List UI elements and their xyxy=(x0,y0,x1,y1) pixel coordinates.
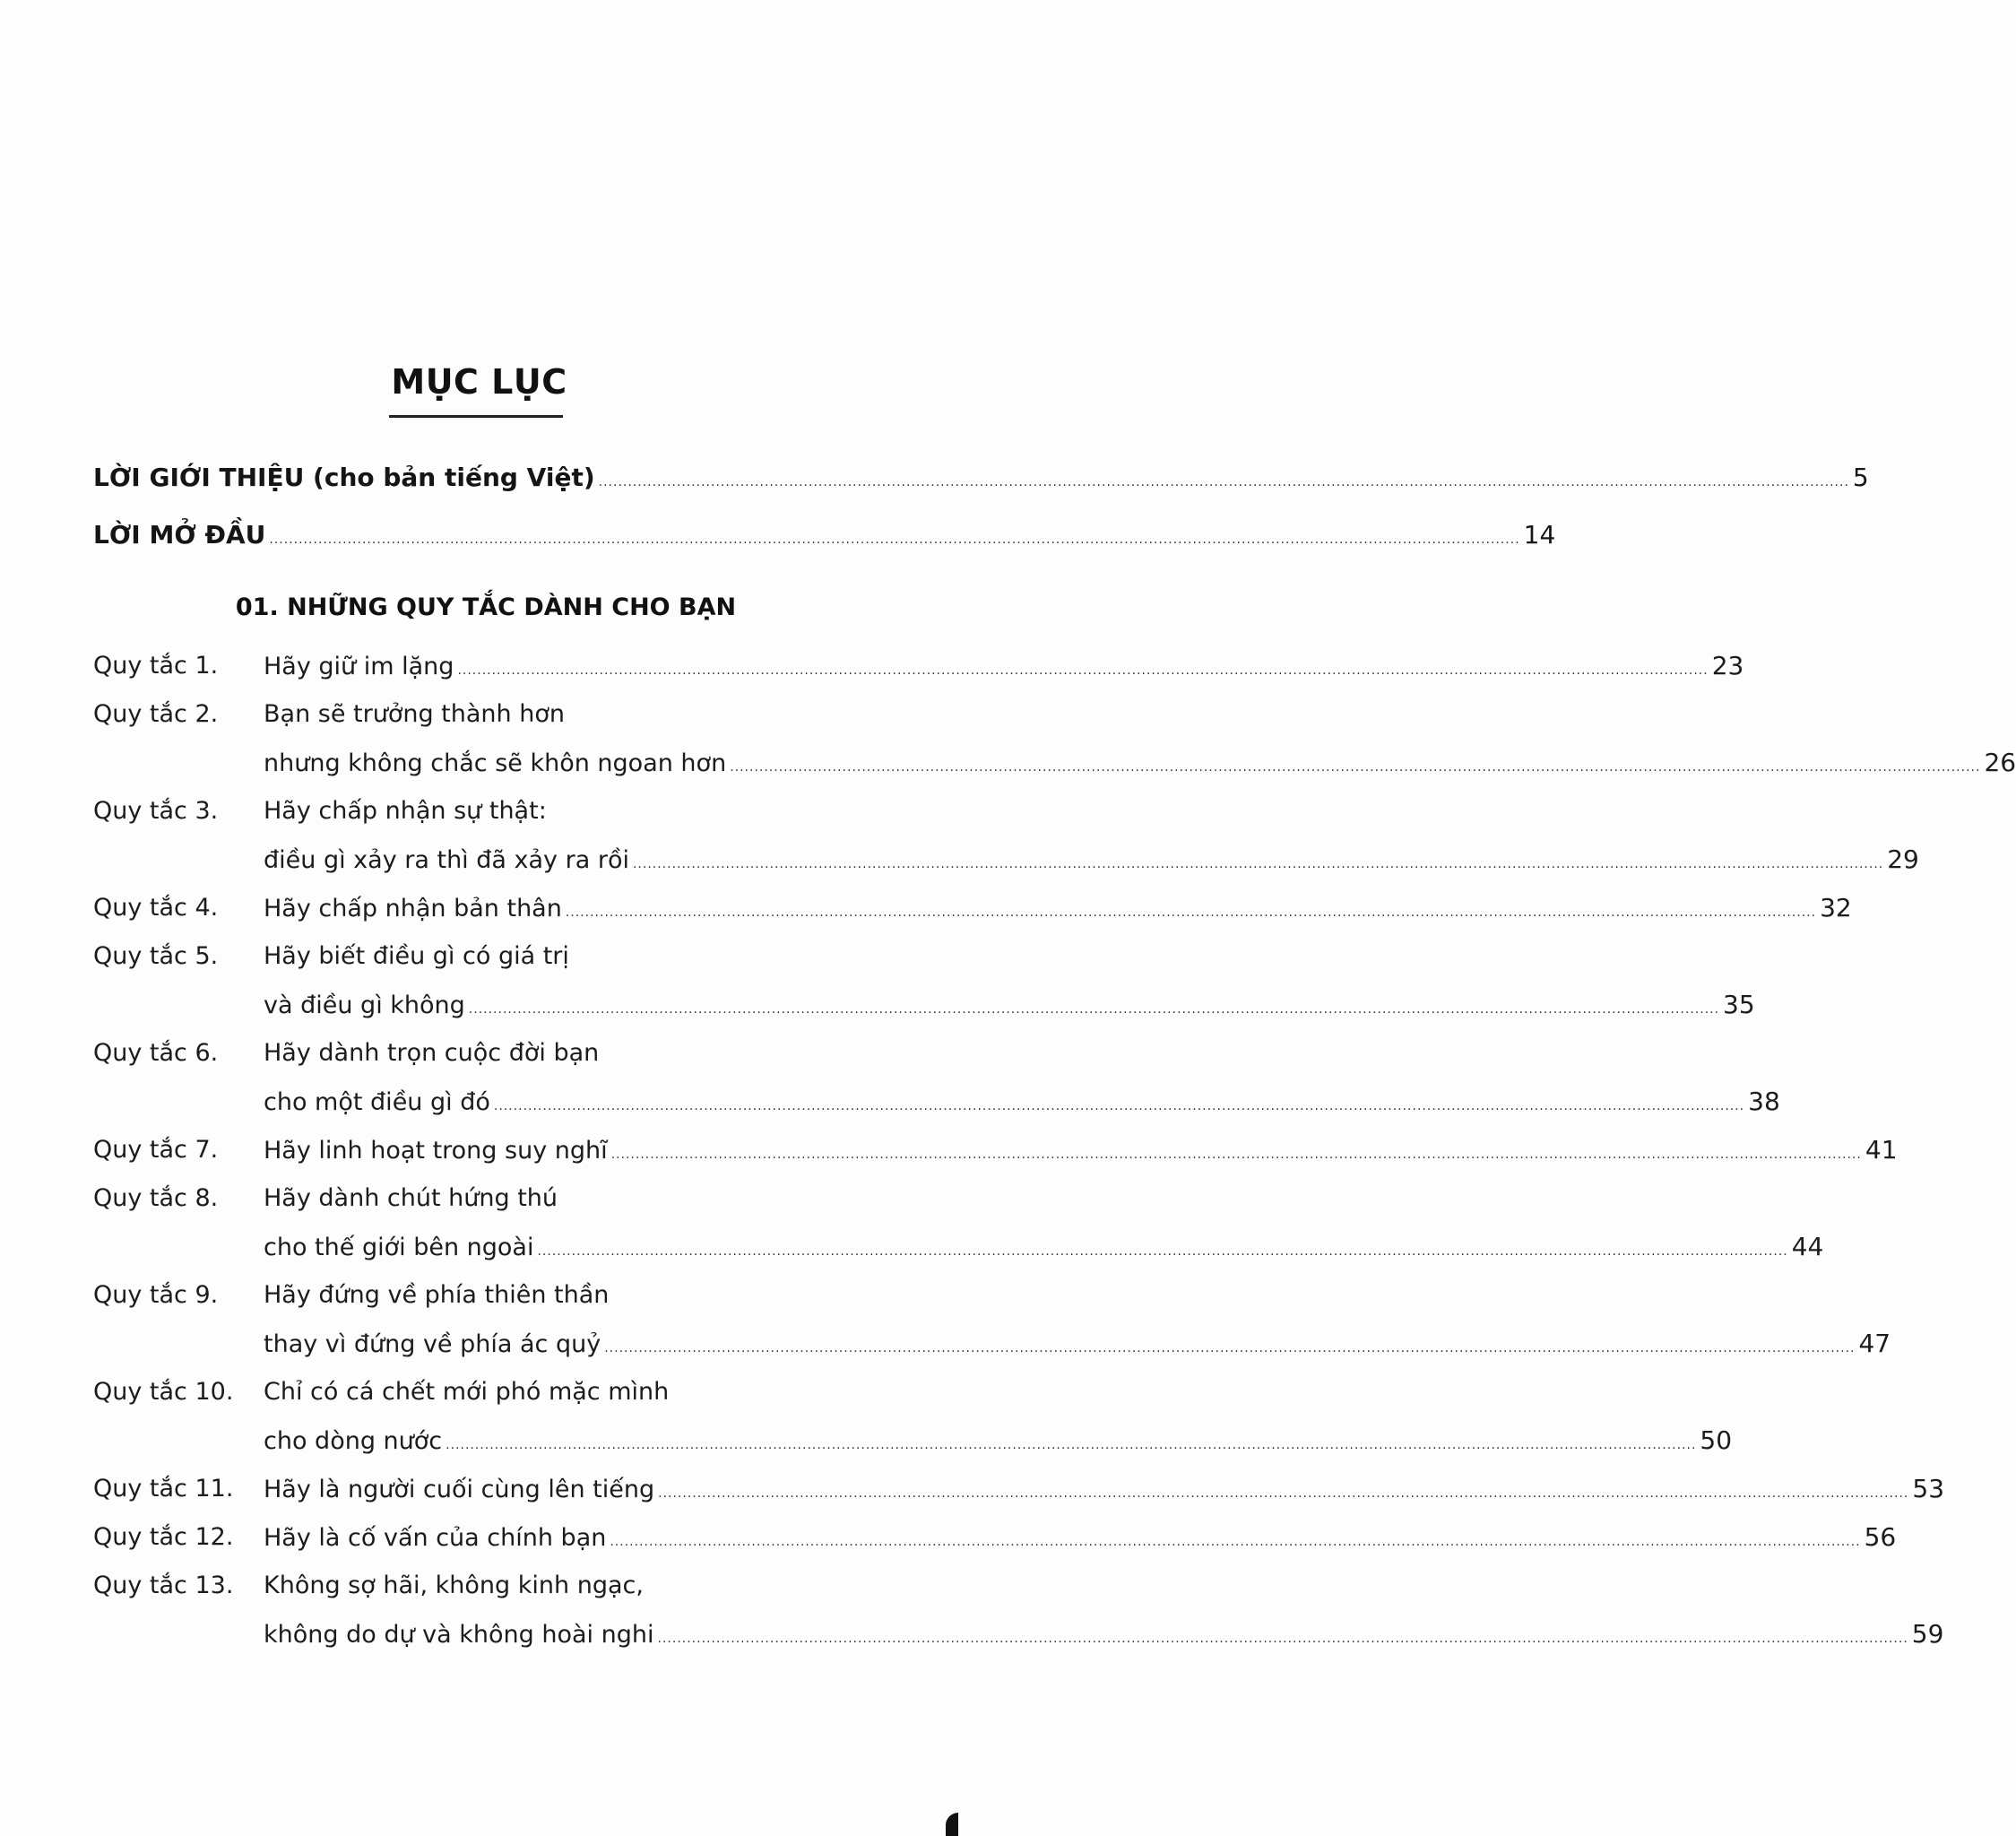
rule-number: Quy tắc 10. xyxy=(93,1378,234,1406)
page-title: MỤC LỤC xyxy=(391,362,567,402)
rule-title-line xyxy=(264,1029,1780,1078)
rule-page-number: 44 xyxy=(1791,1232,1824,1261)
rule-number: Quy tắc 12. xyxy=(93,1523,234,1551)
rule-title-text: Hãy dành trọn cuộc đời bạn xyxy=(264,1039,600,1067)
rule-title-line xyxy=(264,690,2016,739)
rule-title-block xyxy=(264,787,1919,884)
dot-leader xyxy=(457,646,1708,695)
rule-title-text: Hãy là cố vấn của chính bạn xyxy=(264,1524,607,1552)
toc-rule-entry[interactable] xyxy=(93,1562,1944,1658)
rule-number: Quy tắc 7. xyxy=(93,1136,219,1164)
front-matter-list xyxy=(93,463,1869,577)
rules-list xyxy=(93,642,2016,1658)
rule-title-line xyxy=(264,1174,1823,1223)
rule-title-block xyxy=(264,884,1852,932)
toc-rule-entry[interactable] xyxy=(93,642,1744,690)
rule-title-text: không do dự và không hoài nghi xyxy=(264,1621,654,1649)
rule-title-text: cho thế giới bên ngoài xyxy=(264,1234,534,1261)
rule-title-line xyxy=(264,981,1755,1029)
rule-page-number: 38 xyxy=(1748,1087,1780,1116)
rule-title-text: Hãy biết điều gì có giá trị xyxy=(264,942,569,970)
rule-number: Quy tắc 5. xyxy=(93,942,219,970)
toc-rule-entry[interactable] xyxy=(93,932,1755,1029)
rule-title-block xyxy=(264,1271,1891,1368)
rule-title-line xyxy=(264,884,1852,932)
rule-title-line xyxy=(264,1320,1891,1368)
dot-leader xyxy=(446,1421,1696,1469)
rule-page-number: 56 xyxy=(1864,1522,1897,1552)
dot-leader xyxy=(566,888,1816,937)
toc-rule-entry[interactable] xyxy=(93,884,1852,932)
section-heading: 01. NHỮNG QUY TẮC DÀNH CHO BẠN xyxy=(235,593,737,621)
toc-rule-entry[interactable] xyxy=(93,1465,1945,1513)
rule-title-block xyxy=(264,1174,1823,1271)
rule-page-number: 47 xyxy=(1858,1329,1891,1358)
rule-page-number: 59 xyxy=(1911,1619,1944,1649)
dot-leader xyxy=(537,1227,1787,1276)
toc-rule-entry[interactable] xyxy=(93,1271,1891,1368)
rule-title-text: Hãy là người cuối cùng lên tiếng xyxy=(264,1476,655,1503)
rule-title-line xyxy=(264,1368,1732,1416)
toc-rule-entry[interactable] xyxy=(93,1368,1733,1465)
rule-title-block xyxy=(264,642,1743,690)
toc-entry-label: LỜI MỞ ĐẦU xyxy=(93,520,266,550)
rule-title-text: Chỉ có cá chết mới phó mặc mình xyxy=(264,1378,670,1406)
toc-entry-label: LỜI GIỚI THIỆU (cho bản tiếng Việt) xyxy=(93,463,595,492)
dot-leader xyxy=(658,1615,1908,1663)
toc-rule-entry[interactable] xyxy=(93,1513,1897,1562)
rule-title-text: Bạn sẽ trưởng thành hơn xyxy=(264,700,565,728)
toc-entry-page: 14 xyxy=(1523,520,1556,550)
toc-rule-entry[interactable] xyxy=(93,787,1919,884)
rule-title-text: Hãy giữ im lặng xyxy=(264,653,454,680)
rule-title-block xyxy=(264,690,2016,787)
rule-title-line xyxy=(264,787,1919,836)
rule-title-line xyxy=(264,1562,1943,1610)
rule-number: Quy tắc 3. xyxy=(93,797,219,825)
dot-leader xyxy=(730,743,1980,792)
rule-title-block xyxy=(264,1126,1898,1174)
rule-number: Quy tắc 11. xyxy=(93,1475,234,1503)
dot-leader xyxy=(610,1518,1860,1566)
rule-title-line xyxy=(264,642,1743,690)
rule-page-number: 53 xyxy=(1912,1474,1945,1503)
toc-entry-preface[interactable] xyxy=(93,520,1556,577)
rule-title-line xyxy=(264,1513,1896,1562)
rule-page-number: 35 xyxy=(1723,990,1755,1019)
toc-rule-entry[interactable] xyxy=(93,1126,1898,1174)
rule-title-block xyxy=(264,932,1755,1029)
rule-title-block xyxy=(264,1465,1944,1513)
rule-title-line xyxy=(264,1126,1898,1174)
rule-title-text: Hãy chấp nhận bản thân xyxy=(264,895,562,922)
rule-title-text: nhưng không chắc sẽ khôn ngoan hơn xyxy=(264,749,727,777)
toc-rule-entry[interactable] xyxy=(93,690,2016,787)
rule-title-text: cho một điều gì đó xyxy=(264,1088,490,1116)
rule-title-text: Hãy chấp nhận sự thật: xyxy=(264,797,547,825)
rule-title-block xyxy=(264,1368,1732,1465)
rule-number: Quy tắc 9. xyxy=(93,1281,219,1309)
rule-number: Quy tắc 4. xyxy=(93,894,219,922)
rule-title-text: cho dòng nước xyxy=(264,1427,443,1455)
section-01 xyxy=(93,583,843,633)
rule-title-line xyxy=(264,836,1919,884)
rule-title-block xyxy=(264,1029,1780,1126)
toc-rule-entry[interactable] xyxy=(93,1174,1824,1271)
rule-number: Quy tắc 6. xyxy=(93,1039,219,1067)
rule-title-text: Không sợ hãi, không kinh ngạc, xyxy=(264,1572,644,1599)
toc-rule-entry[interactable] xyxy=(93,1029,1780,1126)
dot-leader xyxy=(633,840,1883,888)
dot-leader xyxy=(604,1324,1855,1373)
rule-title-line xyxy=(264,739,2016,787)
dot-leader xyxy=(658,1469,1908,1518)
rule-number: Quy tắc 13. xyxy=(93,1572,234,1599)
rule-page-number: 50 xyxy=(1700,1425,1733,1455)
rule-page-number: 29 xyxy=(1887,844,1919,874)
rule-title-line xyxy=(264,1416,1732,1465)
rule-title-text: điều gì xảy ra thì đã xảy ra rồi xyxy=(264,846,629,874)
rule-title-text: Hãy dành chút hứng thú xyxy=(264,1184,558,1212)
rule-page-number: 26 xyxy=(1984,748,2016,777)
rule-title-line xyxy=(264,1078,1780,1126)
rule-page-number: 32 xyxy=(1820,893,1852,922)
rule-page-number: 23 xyxy=(1711,651,1744,680)
rule-title-text: Hãy đứng về phía thiên thần xyxy=(264,1281,610,1309)
rule-title-block xyxy=(264,1562,1943,1658)
rule-page-number: 41 xyxy=(1865,1135,1898,1165)
rule-title-line xyxy=(264,932,1755,981)
rule-title-line xyxy=(264,1223,1823,1271)
rule-number: Quy tắc 2. xyxy=(93,700,219,728)
toc-entry-page: 5 xyxy=(1852,463,1869,492)
rule-number: Quy tắc 1. xyxy=(93,652,219,680)
dot-leader xyxy=(611,1130,1862,1179)
rule-title-text: Hãy linh hoạt trong suy nghĩ xyxy=(264,1137,608,1165)
dot-leader xyxy=(269,533,1519,547)
dot-leader xyxy=(494,1082,1744,1130)
rule-number: Quy tắc 8. xyxy=(93,1184,219,1212)
rule-title-line xyxy=(264,1271,1891,1320)
rule-title-block xyxy=(264,1513,1896,1562)
rule-title-text: thay vì đứng về phía ác quỷ xyxy=(264,1330,601,1358)
dot-leader xyxy=(469,985,1719,1034)
rule-title-line xyxy=(264,1610,1943,1658)
title-underline xyxy=(389,415,563,418)
rule-title-line xyxy=(264,1465,1944,1513)
toc-entry-introduction[interactable] xyxy=(93,463,1869,520)
rule-title-text: và điều gì không xyxy=(264,992,465,1019)
dot-leader xyxy=(599,475,1849,489)
